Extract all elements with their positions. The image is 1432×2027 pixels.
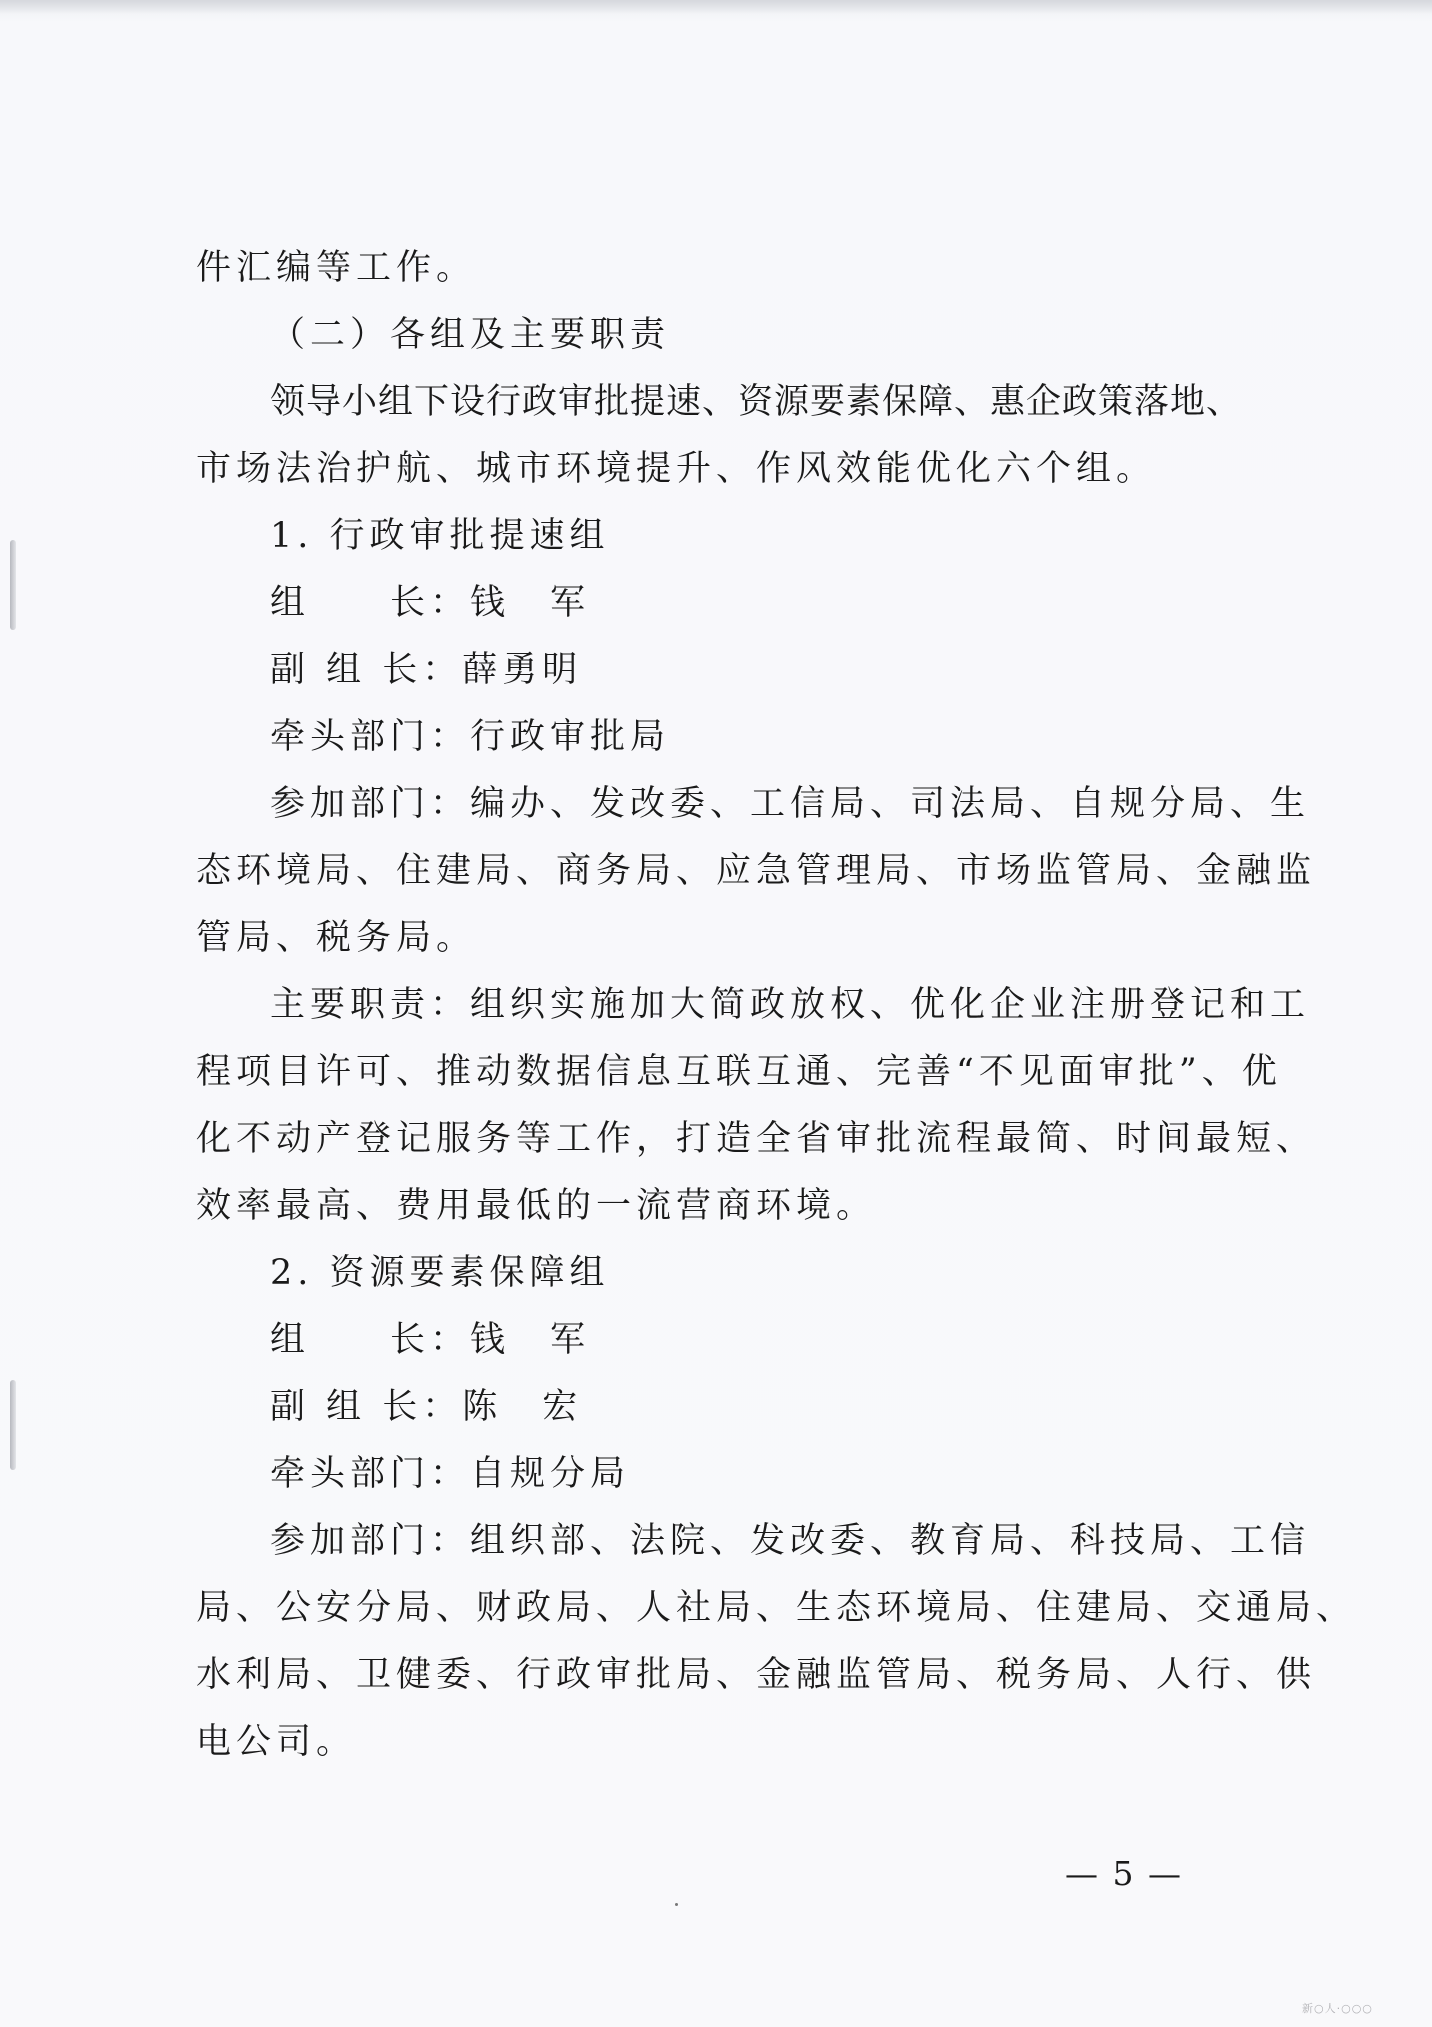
group-heading: 2. 资源要素保障组 xyxy=(270,1253,610,1293)
section-heading: （二）各组及主要职责 xyxy=(270,315,671,355)
scan-speck xyxy=(675,1903,678,1906)
main-duties: 主要职责：组织实施加大简政放权、优化企业注册登记和工 xyxy=(270,985,1311,1025)
text-line: 局、公安分局、财政局、人社局、生态环境局、住建局、交通局、 xyxy=(196,1588,1357,1628)
watermark: 新○人·○○○ xyxy=(1302,2002,1373,2015)
group-leader: 组 长：钱 军 xyxy=(270,1320,591,1360)
text-line: 程项目许可、推动数据信息互联互通、完善“不见面审批”、优 xyxy=(196,1052,1282,1092)
group-leader: 组 长：钱 军 xyxy=(270,583,591,623)
text-line: 效率最高、费用最低的一流营商环境。 xyxy=(196,1186,877,1226)
lead-department: 牵头部门：自规分局 xyxy=(270,1454,631,1494)
text-line: 件汇编等工作。 xyxy=(196,248,477,288)
deputy-leader: 副 组 长：陈 宏 xyxy=(270,1387,583,1427)
lead-department: 牵头部门：行政审批局 xyxy=(270,717,671,757)
page-number: — 5 — xyxy=(1065,1854,1183,1893)
text-line: 电公司。 xyxy=(196,1722,357,1762)
deputy-leader: 副 组 长：薛勇明 xyxy=(270,650,583,690)
staple-mark xyxy=(10,1380,16,1470)
participating-departments: 参加部门：组织部、法院、发改委、教育局、科技局、工信 xyxy=(270,1521,1311,1561)
staple-mark xyxy=(10,540,16,630)
text-line: 水利局、卫健委、行政审批局、金融监管局、税务局、人行、供 xyxy=(196,1655,1317,1695)
text-line: 管局、税务局。 xyxy=(196,918,477,958)
text-line: 市场法治护航、城市环境提升、作风效能优化六个组。 xyxy=(196,449,1157,489)
text-line: 化不动产登记服务等工作，打造全省审批流程最简、时间最短、 xyxy=(196,1119,1317,1159)
group-heading: 1. 行政审批提速组 xyxy=(270,516,610,556)
text-line: 领导小组下设行政审批提速、资源要素保障、惠企政策落地、 xyxy=(270,382,1243,422)
scan-shadow xyxy=(0,0,1432,14)
text-line: 态环境局、住建局、商务局、应急管理局、市场监管局、金融监 xyxy=(196,851,1317,891)
participating-departments: 参加部门：编办、发改委、工信局、司法局、自规分局、生 xyxy=(270,784,1311,824)
